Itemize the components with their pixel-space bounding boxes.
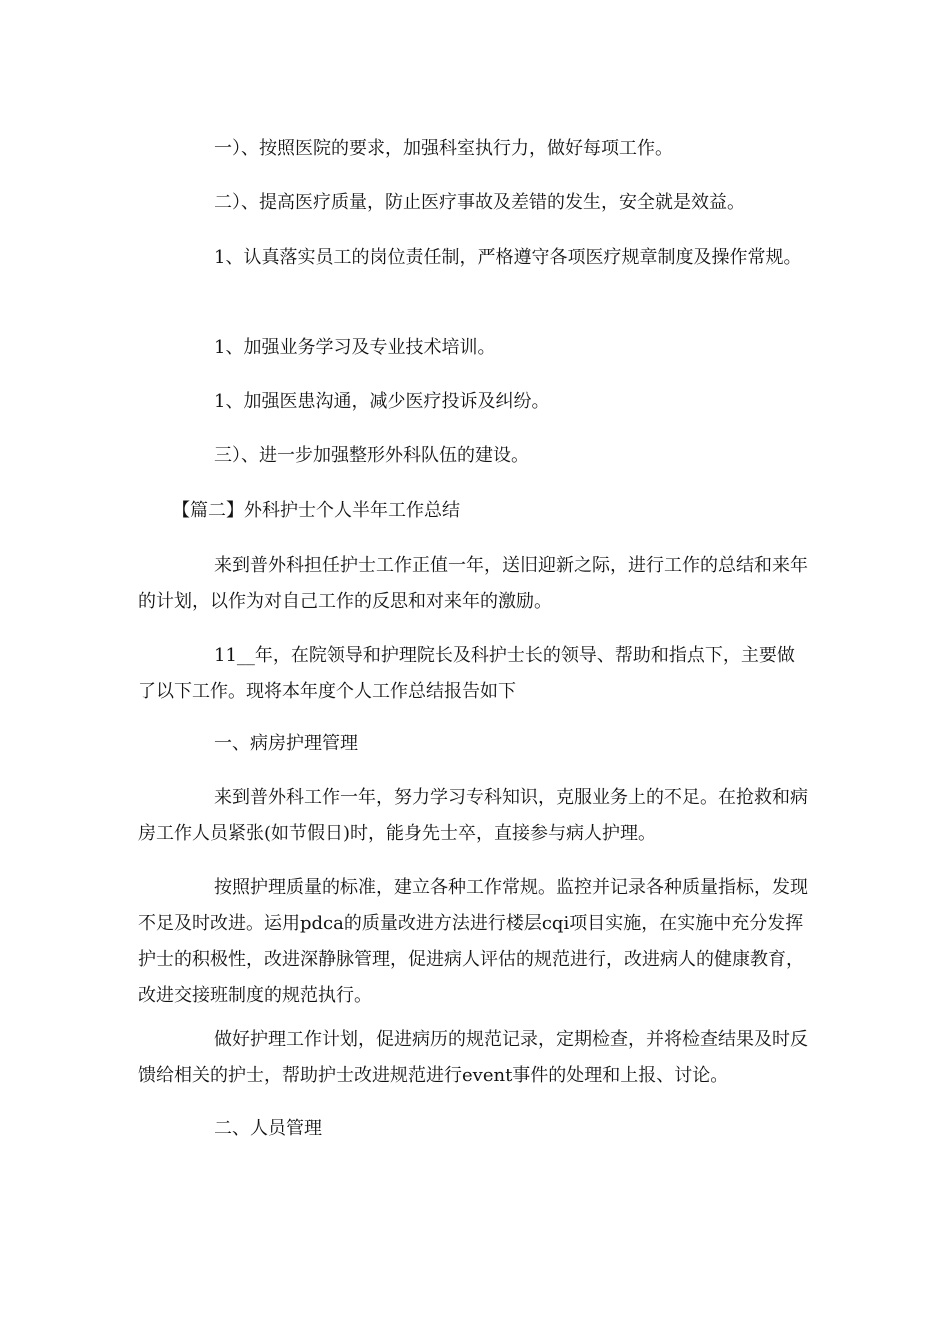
paragraph-6: 三）、进一步加强整形外科队伍的建设。 [214, 445, 529, 466]
subheading-staff-management: 二、人员管理 [214, 1118, 322, 1139]
paragraph-3: 1、认真落实员工的岗位责任制，严格遵守各项医疗规章制度及操作常规。 [214, 247, 802, 268]
paragraph-5: 1、加强医患沟通，减少医疗投诉及纠纷。 [214, 391, 550, 412]
paragraph-7: 来到普外科担任护士工作正值一年，送旧迎新之际，进行工作的总结和来年的计划，以作为对自己工作的反思和对来年的激励。 [138, 555, 808, 612]
paragraph-2: 二）、提高医疗质量，防止医疗事故及差错的发生，安全就是效益。 [214, 192, 745, 213]
section-title: 【篇二】外科护士个人半年工作总结 [172, 500, 460, 521]
paragraph-11: 做好护理工作计划，促进病历的规范记录，定期检查，并将检查结果及时反馈给相关的护士，帮助护士改进规范进行event事件的处理和上报、讨论。 [138, 1029, 808, 1086]
paragraph-10: 按照护理质量的标准，建立各种工作常规。监控并记录各种质量指标，发现不足及时改进。运用pdca的质量改进方法进行楼层cqi项目实施，在实施中充分发挥护士的积极性，改进深静脉管理，促进病人评估的规范进行，改进病人的健康教育，改进交接班制度的规范执行。 [138, 877, 808, 1006]
paragraph-4: 1、加强业务学习及专业技术培训。 [214, 337, 496, 358]
paragraph-1: 一）、按照医院的要求，加强科室执行力，做好每项工作。 [214, 138, 673, 159]
paragraph-9: 来到普外科工作一年，努力学习专科知识，克服业务上的不足。在抢救和病房工作人员紧张(如节假日)时，能身先士卒，直接参与病人护理。 [138, 787, 808, 844]
paragraph-8: 11__年，在院领导和护理院长及科护士长的领导、帮助和指点下，主要做了以下工作。现将本年度个人工作总结报告如下 [138, 645, 795, 702]
subheading-ward-management: 一、病房护理管理 [214, 733, 358, 754]
